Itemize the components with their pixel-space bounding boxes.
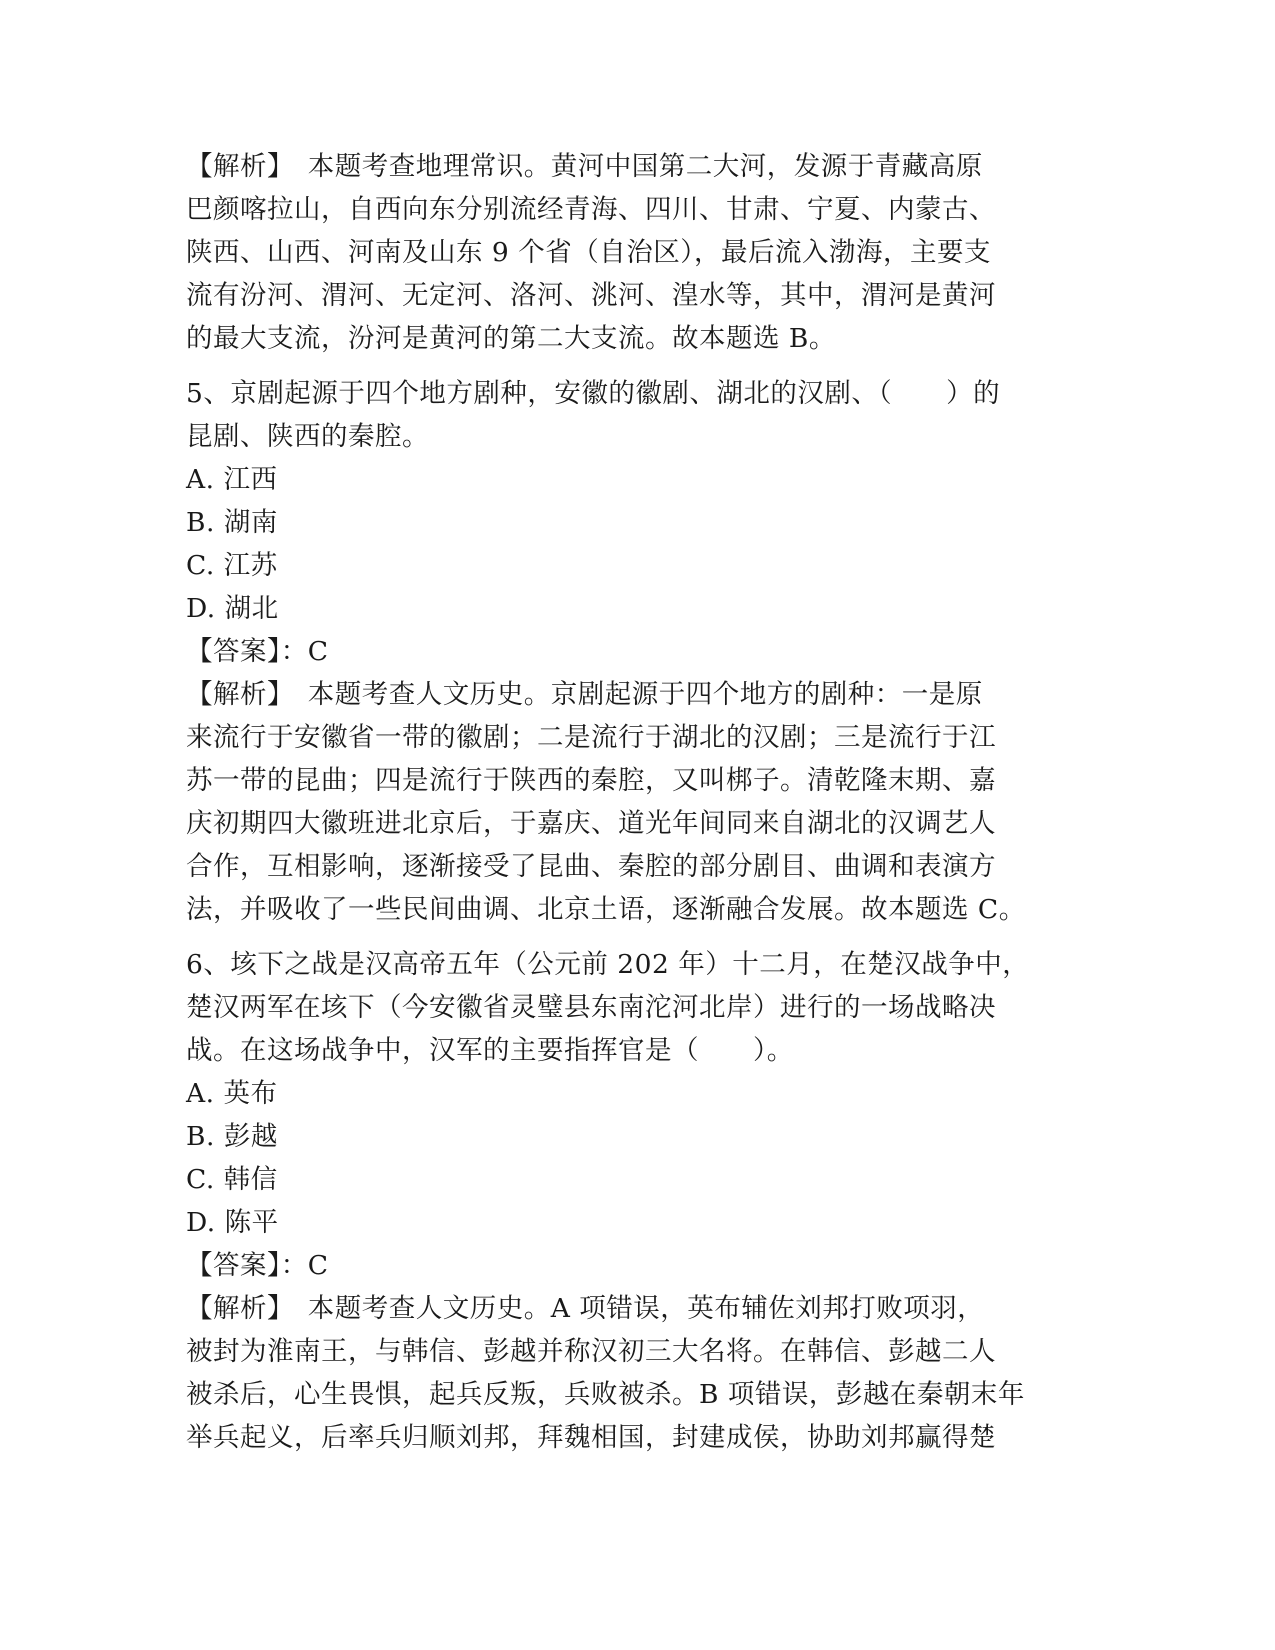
question-stem-line: 战。在这场战争中，汉军的主要指挥官是（ ）。 bbox=[186, 1035, 794, 1066]
option-c: C. 韩信 bbox=[186, 1164, 278, 1195]
analysis-line: 的最大支流，汾河是黄河的第二大支流。故本题选 B。 bbox=[186, 323, 836, 354]
answer-line: 【答案】：C bbox=[186, 636, 329, 667]
question-stem-line: 5、京剧起源于四个地方剧种，安徽的徽剧、湖北的汉剧、（ ）的 bbox=[186, 378, 1001, 409]
analysis-line: 被封为淮南王，与韩信、彭越并称汉初三大名将。在韩信、彭越二人 bbox=[186, 1336, 996, 1367]
question-stem-line: 昆剧、陕西的秦腔。 bbox=[186, 421, 429, 452]
answer-line: 【答案】：C bbox=[186, 1250, 329, 1281]
option-b: B. 彭越 bbox=[186, 1121, 278, 1152]
analysis-line: 陕西、山西、河南及山东 9 个省（自治区），最后流入渤海，主要支 bbox=[186, 237, 991, 268]
analysis-line: 苏一带的昆曲；四是流行于陕西的秦腔，又叫梆子。清乾隆末期、嘉 bbox=[186, 765, 996, 796]
analysis-block-q4 bbox=[186, 145, 1086, 360]
option-d: D. 湖北 bbox=[186, 593, 279, 624]
analysis-line: 流有汾河、渭河、无定河、洛河、洮河、湟水等，其中，渭河是黄河 bbox=[186, 280, 996, 311]
option-d: D. 陈平 bbox=[186, 1207, 279, 1238]
analysis-line: 庆初期四大徽班进北京后，于嘉庆、道光年间同来自湖北的汉调艺人 bbox=[186, 808, 996, 839]
option-c: C. 江苏 bbox=[186, 550, 278, 581]
analysis-line: 举兵起义，后率兵归顺刘邦，拜魏相国，封建成侯，协助刘邦赢得楚 bbox=[186, 1422, 996, 1453]
option-a: A. 英布 bbox=[186, 1078, 278, 1109]
analysis-line: 【解析】 本题考查人文历史。A 项错误，英布辅佐刘邦打败项羽， bbox=[186, 1293, 985, 1324]
analysis-line: 被杀后，心生畏惧，起兵反叛，兵败被杀。B 项错误，彭越在秦朝末年 bbox=[186, 1379, 1025, 1410]
analysis-line: 巴颜喀拉山，自西向东分别流经青海、四川、甘肃、宁夏、内蒙古、 bbox=[186, 194, 996, 225]
option-a: A. 江西 bbox=[186, 464, 278, 495]
option-b: B. 湖南 bbox=[186, 507, 278, 538]
analysis-line: 【解析】 本题考查人文历史。京剧起源于四个地方的剧种：一是原 bbox=[186, 679, 983, 710]
question-5 bbox=[186, 372, 1086, 931]
question-stem-line: 6、垓下之战是汉高帝五年（公元前 202 年）十二月，在楚汉战争中， bbox=[186, 949, 1030, 980]
analysis-line: 合作，互相影响，逐渐接受了昆曲、秦腔的部分剧目、曲调和表演方 bbox=[186, 851, 996, 882]
question-6 bbox=[186, 943, 1086, 1459]
analysis-line: 【解析】 本题考查地理常识。黄河中国第二大河，发源于青藏高原 bbox=[186, 151, 983, 182]
question-stem-line: 楚汉两军在垓下（今安徽省灵璧县东南沱河北岸）进行的一场战略决 bbox=[186, 992, 996, 1023]
analysis-line: 法，并吸收了一些民间曲调、北京土语，逐渐融合发展。故本题选 C。 bbox=[186, 894, 1026, 925]
analysis-line: 来流行于安徽省一带的徽剧；二是流行于湖北的汉剧；三是流行于江 bbox=[186, 722, 996, 753]
document-page bbox=[186, 145, 1086, 1459]
